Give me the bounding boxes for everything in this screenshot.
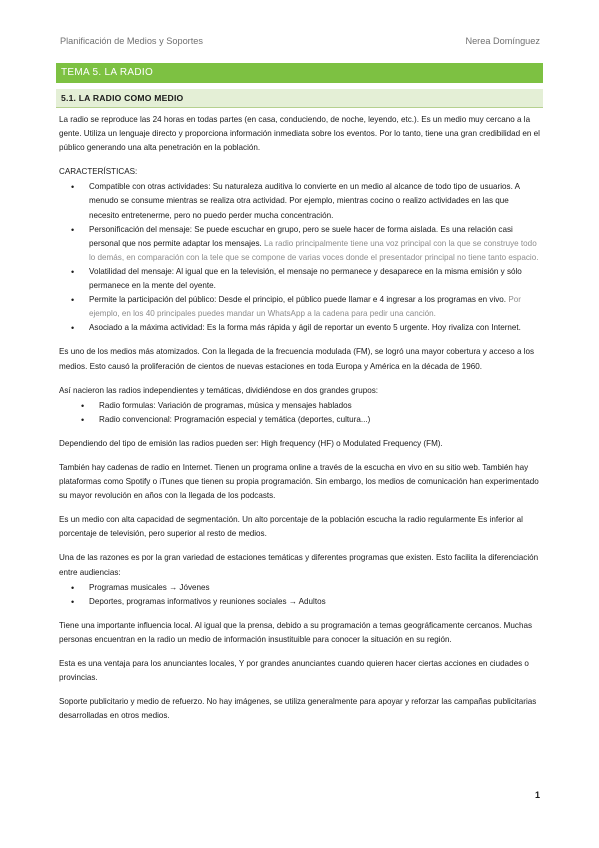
paragraph-atomizados: Es uno de los medios más atomizados. Con la llegada de la frecuencia modulada (FM), se logró una mayor cobertura y acceso a los medios. Esto causó la proliferación de cientos de nuevas estaciones en toda Europa y América en la década de 1960. <box>59 347 535 371</box>
list-item: • Permite la participación del público: Desde el principio, el público puede llamar e 4 ingresar a los programas en vivo. Por ejemplo, en los 40 principales puedes mandar un WhatsApp a la cadena para pedir una canción. <box>59 293 541 321</box>
section-title: 5.1. LA RADIO COMO MEDIO <box>56 89 543 108</box>
list-item: • Personificación del mensaje: Se puede escuchar en grupo, pero se suele hacer de forma aislada. Es una relación casi personal que nos permite adaptar los mensajes. La radio principalmente tiene una voz principal con la que se construye todo lo demás, en comparación con la tele que se compone de varias voces donde el presentador principal no tiene tanto espacio. <box>59 223 541 265</box>
paragraph-emision: Dependiendo del tipo de emisión las radios pueden ser: High frequency (HF) o Modulated Frequency (FM). <box>59 438 443 448</box>
list-item: • Radio convencional: Programación especial y temática (deportes, cultura...) <box>59 413 541 427</box>
document-body <box>59 113 541 730</box>
paragraph-segmentacion: Es un medio con alta capacidad de segmentación. Un alto porcentaje de la población escucha la radio regularmente Es inferior al porcentaje de televisión, pero superior al resto de medios. <box>59 515 523 539</box>
list-item: • Radio formulas: Variación de programas, música y mensajes hablados <box>59 399 541 413</box>
audiences-list <box>59 581 541 609</box>
characteristics-list <box>59 180 541 335</box>
header-course: Planificación de Medios y Soportes <box>60 36 203 46</box>
intro-paragraph: La radio se reproduce las 24 horas en todas partes (en casa, conduciendo, de noche, leyendo, etc.). Es un medio muy cercano a la gente. Utiliza un lenguaje directo y proporciona información inmediata sobre los eventos. Por lo tanto, tiene una gran credibilidad en el público generando una alta penetración en la población. <box>59 115 540 153</box>
paragraph-nacieron: Así nacieron las radios independientes y temáticas, dividiéndose en dos grandes grupos: <box>59 385 378 395</box>
note-text: Por ejemplo, en los 40 principales puedes mandar un WhatsApp a la cadena para pedir una canción. <box>89 295 521 319</box>
list-item: • Deportes, programas informativos y reuniones sociales → Adultos <box>59 595 541 609</box>
paragraph-ventaja: Esta es una ventaja para los anunciantes locales, Y por grandes anunciantes cuando quieren hacer ciertas acciones en ciudades o provincias. <box>59 659 529 683</box>
radio-groups-list <box>59 399 541 427</box>
list-item: • Volatilidad del mensaje: Al igual que en la televisión, el mensaje no permanece y desaparece en la misma emisión y sólo permanece en la mente del oyente. <box>59 265 541 293</box>
list-item: • Asociado a la máxima actividad: Es la forma más rápida y ágil de reportar un evento 5 urgente. Hoy rivaliza con Internet. <box>59 321 541 335</box>
paragraph-razones: Una de las razones es por la gran variedad de estaciones temáticas y diferentes programas que existen. Esto facilita la diferenciación entre audiencias: <box>59 553 539 577</box>
note-text: La radio principalmente tiene una voz principal con la que se construye todo lo demás, en comparación con la tele que se compone de varias voces donde el presentador principal no tiene tanto espacio. <box>89 238 539 262</box>
paragraph-cadenas: También hay cadenas de radio en Internet. Tienen un programa online a través de la escucha en vivo en su sitio web. También hay plataformas como Spotify o iTunes que tienen su propia programación. Sin embargo, los medios de comunicación han experimentado su mayor revolución en años con la llegada de los podcasts. <box>59 462 539 501</box>
list-item: • Programas musicales → Jóvenes <box>59 581 541 595</box>
page-header <box>60 36 540 46</box>
page-number: 1 <box>534 790 540 800</box>
header-author: Nerea Domínguez <box>465 36 540 46</box>
chapter-title: TEMA 5. LA RADIO <box>56 63 543 83</box>
list-item: • Compatible con otras actividades: Su naturaleza auditiva lo convierte en un medio al alcance de todo tipo de usuarios. A menudo se consume mientras se realiza otra actividad. Por ejemplo, mientras cocino o realizo actividades en las que necesito entretenerme, pero no puedo perder mucha concentración. <box>59 180 541 222</box>
paragraph-soporte: Soporte publicitario y medio de refuerzo. No hay imágenes, se utiliza generalmente para apoyar y reforzar las campañas publicitarias desarrolladas en otros medios. <box>59 697 537 721</box>
paragraph-influencia: Tiene una importante influencia local. Al igual que la prensa, debido a su programación a temas geográficamente cercanos. Muchas personas encuentran en la radio un medio de información insustituible para conocer la situación en su región. <box>59 620 533 644</box>
characteristics-heading: CARACTERÍSTICAS: <box>59 167 138 177</box>
